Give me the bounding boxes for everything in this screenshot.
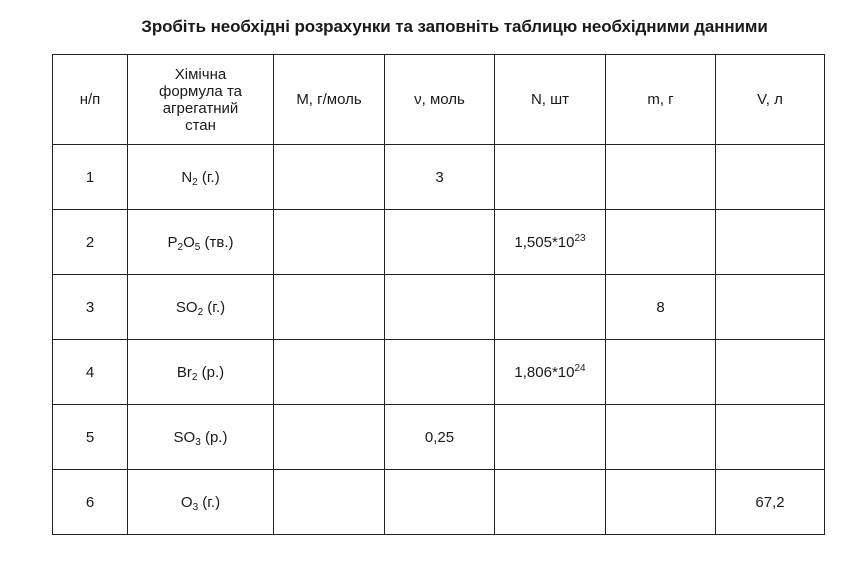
- header-mass: m, г: [606, 55, 716, 145]
- cell-mass: [606, 470, 716, 535]
- cell-amount: 0,25: [385, 405, 495, 470]
- table-row: [53, 210, 825, 275]
- chemistry-table: [52, 54, 825, 535]
- cell-amount: [385, 210, 495, 275]
- header-formula-line: стан: [185, 116, 216, 134]
- cell-particles: [495, 275, 606, 340]
- cell-volume: [716, 210, 825, 275]
- cell-particles: $1,505*10^{23}$: [495, 210, 606, 275]
- cell-n: 6: [53, 470, 128, 535]
- cell-n: 1: [53, 145, 128, 210]
- cell-mass: [606, 405, 716, 470]
- header-formula-line: Хімічна: [174, 65, 227, 83]
- cell-amount: [385, 275, 495, 340]
- cell-n: 2: [53, 210, 128, 275]
- page-title: Зробіть необхідні розрахунки та заповніть таблицю необхідними данними: [141, 17, 768, 36]
- header-row: [53, 55, 825, 145]
- header-particles: N, шт: [495, 55, 606, 145]
- cell-particles: [495, 405, 606, 470]
- cell-formula: $SO_3$ (р.): [128, 405, 274, 470]
- cell-mass: [606, 210, 716, 275]
- cell-n: 4: [53, 340, 128, 405]
- cell-volume: [716, 340, 825, 405]
- cell-molar-mass: [274, 470, 385, 535]
- cell-molar-mass: [274, 340, 385, 405]
- cell-molar-mass: [274, 275, 385, 340]
- cell-formula: $SO_2$ (г.): [128, 275, 274, 340]
- cell-mass: 8: [606, 275, 716, 340]
- cell-formula: $Br_2$ (р.): [128, 340, 274, 405]
- cell-n: 3: [53, 275, 128, 340]
- cell-molar-mass: [274, 405, 385, 470]
- header-formula: [128, 55, 274, 145]
- cell-particles: [495, 145, 606, 210]
- table-row: [53, 340, 825, 405]
- header-amount: ν, моль: [385, 55, 495, 145]
- cell-amount: 3: [385, 145, 495, 210]
- header-n: н/п: [53, 55, 128, 145]
- cell-volume: [716, 405, 825, 470]
- cell-amount: [385, 340, 495, 405]
- cell-n: 5: [53, 405, 128, 470]
- cell-volume: [716, 275, 825, 340]
- table-row: [53, 405, 825, 470]
- cell-molar-mass: [274, 210, 385, 275]
- cell-volume: 67,2: [716, 470, 825, 535]
- header-formula-line: формула та: [159, 82, 242, 100]
- cell-molar-mass: [274, 145, 385, 210]
- cell-formula: $O_3$ (г.): [128, 470, 274, 535]
- table-row: [53, 145, 825, 210]
- table-row: [53, 470, 825, 535]
- cell-particles: [495, 470, 606, 535]
- header-volume: V, л: [716, 55, 825, 145]
- cell-mass: [606, 340, 716, 405]
- header-formula-line: агрегатний: [162, 99, 239, 117]
- cell-volume: [716, 145, 825, 210]
- table-row: [53, 275, 825, 340]
- cell-formula: $P_2O_5$ (тв.): [128, 210, 274, 275]
- cell-particles: $1,806*10^{24}$: [495, 340, 606, 405]
- header-molar-mass: М, г/моль: [274, 55, 385, 145]
- cell-formula: $N_2$ (г.): [128, 145, 274, 210]
- cell-mass: [606, 145, 716, 210]
- cell-amount: [385, 470, 495, 535]
